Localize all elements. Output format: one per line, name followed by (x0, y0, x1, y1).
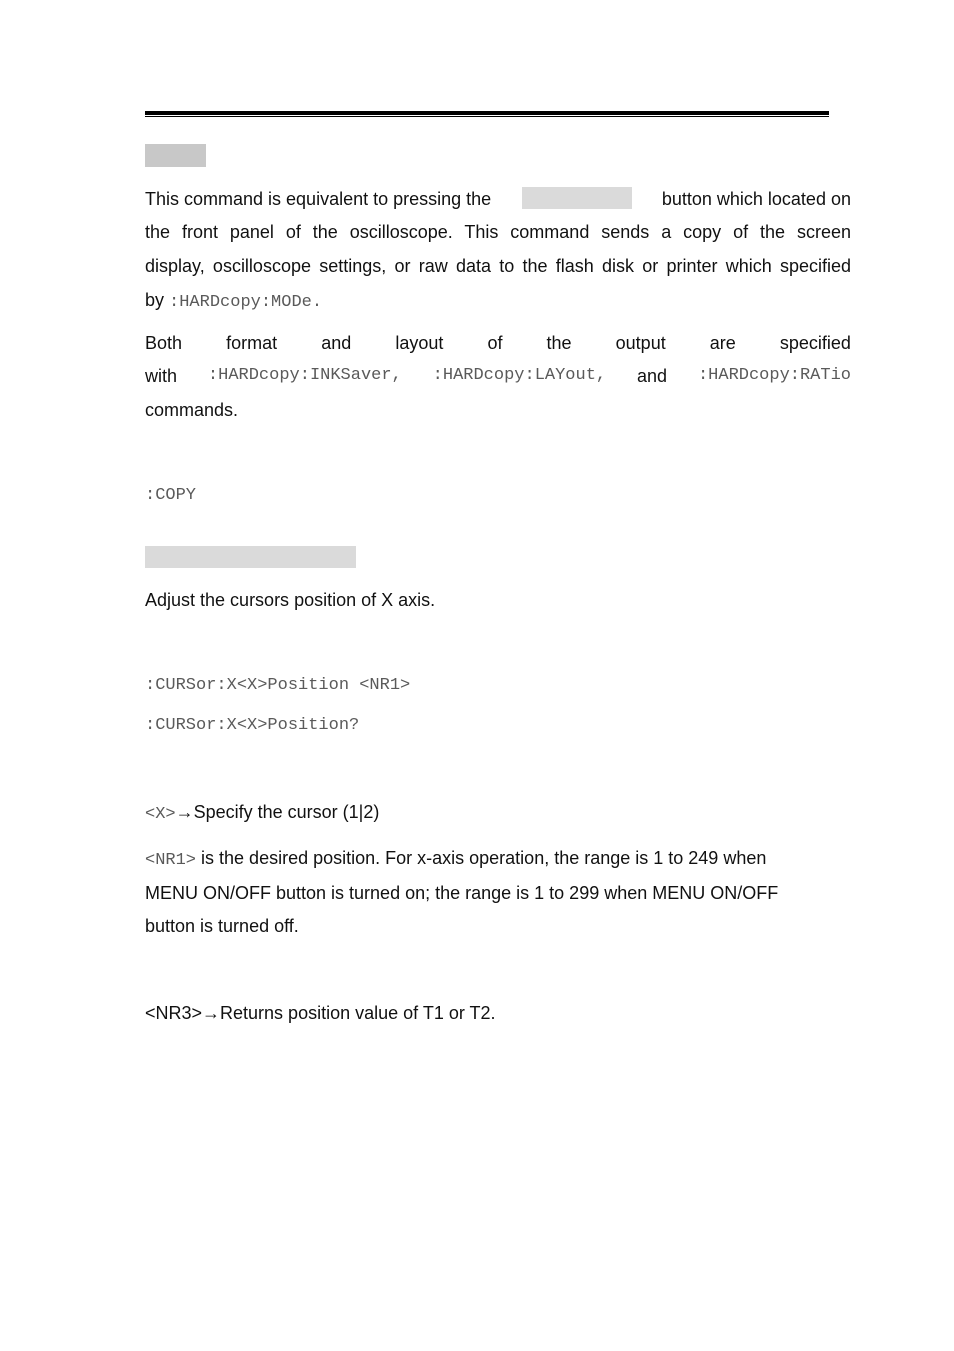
format-word: of (487, 333, 503, 353)
copy-description-line3 (145, 254, 851, 278)
copy-description-by: by (145, 290, 165, 310)
format-line (145, 331, 851, 355)
format-word: format (226, 333, 278, 353)
param-nr1-line2: MENU ON/OFF button is turned on; the range is 1 to 299 when MENU ON/OFF (145, 883, 779, 903)
hardcopy-ratio-command: :HARDcopy:RATio (697, 366, 851, 385)
copy-description-before: This command is equivalent to pressing the (145, 189, 492, 209)
format-word: specified (779, 333, 851, 353)
cursor-syntax-query: :CURSor:X<X>Position? (145, 716, 360, 735)
param-x-code: <X> (145, 805, 176, 824)
param-nr1-code: <NR1> (145, 851, 197, 870)
return-line: <NR3>→Returns position value of T1 or T2. (145, 1003, 496, 1023)
cursor-heading-placeholder (145, 546, 356, 568)
copy-description-after: button which located on (661, 189, 851, 209)
cursor-syntax-set: :CURSor:X<X>Position <NR1> (145, 676, 411, 695)
copy-description-line3-text: display, oscilloscope settings, or raw data to the flash disk or printer which specified (145, 256, 851, 276)
hardcopy-mode-command: :HARDcopy:MODe. (169, 293, 323, 312)
copy-description-line2-text: the front panel of the oscilloscope. This command sends a copy of the screen (145, 222, 851, 242)
with-word: with (145, 366, 178, 386)
copy-description-line2 (145, 220, 851, 244)
param-x-line (145, 800, 379, 827)
header-rule-thin (145, 116, 829, 117)
format-word: and (321, 333, 352, 353)
copy-description-line4 (145, 288, 322, 315)
param-nr1-line1 (145, 846, 766, 873)
format-word: are (709, 333, 736, 353)
format-word: layout (395, 333, 444, 353)
commands-word: commands. (145, 400, 239, 420)
param-nr1-text: is the desired position. For x-axis operation, the range is 1 to 249 when (201, 848, 767, 868)
copy-description-line1 (145, 187, 851, 211)
hardcopy-layout-command: :HARDcopy:LAYout, (432, 366, 607, 385)
commands-line (145, 398, 238, 422)
format-word: output (615, 333, 666, 353)
cursor-description: Adjust the cursors position of X axis. (145, 590, 436, 610)
and-word: and (637, 366, 668, 386)
header-rule (145, 111, 829, 115)
format-word: Both (145, 333, 183, 353)
format-word: the (546, 333, 572, 353)
front-panel-button-placeholder (522, 187, 632, 209)
section-heading-placeholder (145, 144, 206, 167)
hardcopy-inksaver-command: :HARDcopy:INKSaver, (207, 366, 402, 385)
param-x-text: →Specify the cursor (1|2) (175, 802, 380, 822)
copy-syntax: :COPY (145, 486, 197, 505)
with-line (145, 364, 851, 388)
param-nr1-line3: button is turned off. (145, 916, 299, 936)
